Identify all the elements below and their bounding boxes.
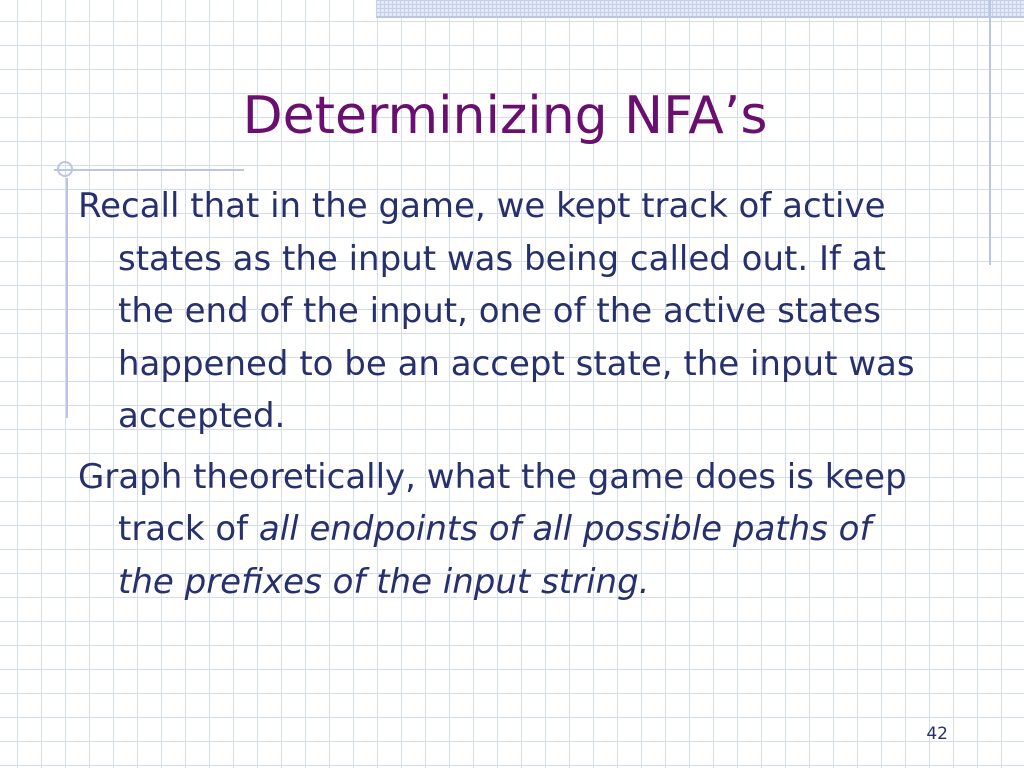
bullet-paragraph-2 bbox=[78, 451, 938, 609]
paragraph-1-text: Recall that in the game, we kept track of active states as the input was being called out. If at the end of the input, one of the active states happened to be an accept state, the input was accepted. bbox=[78, 186, 915, 436]
bullet-paragraph-1 bbox=[78, 180, 938, 443]
paragraph-2-emphasis: all endpoints of all possible paths of the prefixes of the input string. bbox=[118, 509, 872, 602]
slide-title: Determinizing NFA’s bbox=[242, 86, 768, 146]
paragraph-2-text: Graph theoretically, what the game does is keep track of bbox=[78, 456, 907, 549]
slide-body bbox=[78, 180, 938, 608]
page-number: 42 bbox=[926, 724, 948, 744]
top-decorative-band bbox=[376, 0, 1024, 16]
title-underline-decoration bbox=[54, 169, 244, 171]
left-decorative-line bbox=[66, 178, 68, 418]
top-decorative-line bbox=[376, 16, 1024, 18]
circle-decoration bbox=[57, 161, 73, 177]
